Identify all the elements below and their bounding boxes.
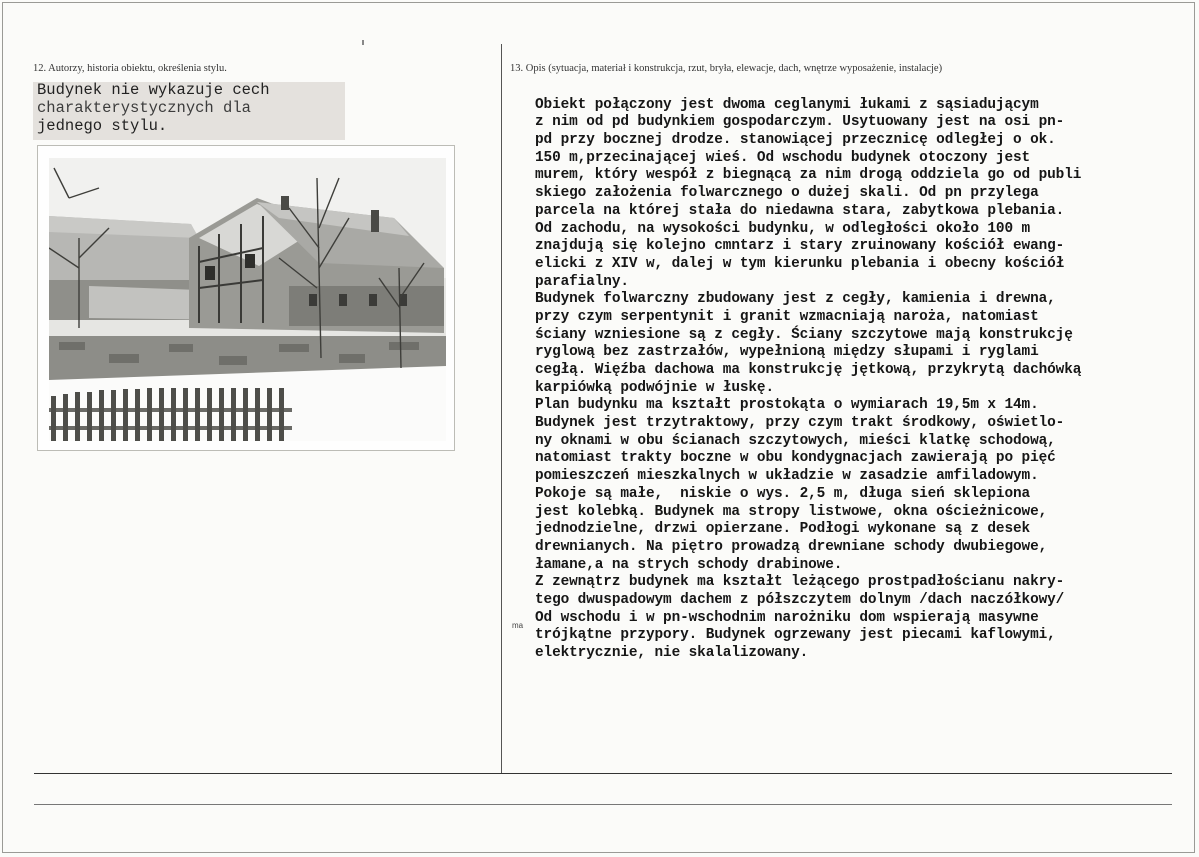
lower-rule — [34, 804, 1172, 805]
text-line: drewnianych. Na piętro prowadzą drewniane schody dwubiegowe, — [535, 538, 1048, 555]
note-line: jednego stylu. — [37, 117, 168, 135]
text-line: pd przy bocznej drodze. stanowiącej przecznicę odległej o ok. — [535, 132, 1056, 149]
text-line: 150 m,przecinającej wieś. Od wschodu budynek otoczony jest — [535, 149, 1031, 166]
text-line: Pokoje są małe, niskie o wys. 2,5 m, długa sień sklepiona — [535, 485, 1031, 502]
text-line: parcela na której stała do niedawna stara, zabytkowa plebania. — [535, 202, 1065, 219]
building-photo — [49, 158, 446, 441]
text-line: natomiast trakty boczne w obu kondygnacjach zawierają po pięć — [535, 450, 1056, 467]
text-line: elicki z XIV w, dalej w tym kierunku plebania i obecny kościół — [535, 255, 1065, 272]
pasted-style-note — [33, 82, 345, 140]
text-line: z nim od pd budynkiem gospodarczym. Usytuowany jest na osi pn- — [535, 114, 1065, 131]
text-line: jednodzielne, drzwi opierzane. Podłogi wykonane są z desek — [535, 521, 1031, 538]
text-line: pomieszczeń mieszkalnych w układzie w zasadzie amfiladowym. — [535, 468, 1039, 485]
text-line: parafialny. — [535, 273, 629, 290]
text-line: Budynek folwarczny zbudowany jest z cegły, kamienia i drewna, — [535, 291, 1056, 308]
text-line: Plan budynku ma kształt prostokąta o wymiarach 19,5m x 14m. — [535, 397, 1039, 414]
text-line: elektrycznie, nie skalalizowany. — [535, 645, 809, 662]
punch-mark — [362, 40, 364, 45]
section-12-heading: 12. Autorzy, historia obiektu, określenia stylu. — [33, 63, 227, 74]
text-line: trójkątne przypory. Budynek ogrzewany jest piecami kaflowymi, — [535, 627, 1056, 644]
text-line: znajdują się kolejno cmntarz i stary zruinowany kościół ewang- — [535, 238, 1065, 255]
text-line: ryglową bez zastrzałów, wypełnioną między słupami i ryglami — [535, 344, 1039, 361]
note-line: Budynek nie wykazuje cech — [37, 81, 270, 99]
bottom-rule — [34, 773, 1172, 774]
section-13-heading: 13. Opis (sytuacja, materiał i konstrukcja, rzut, bryła, elewacje, dach, wnętrze wyposażenie, instalacje) — [510, 63, 943, 74]
column-divider — [501, 44, 502, 774]
text-line: przy czym serpentynit i granit wzmacniają naroża, natomiast — [535, 308, 1039, 325]
text-line: Od wschodu i w pn-wschodnim narożniku dom wspierają masywne — [535, 609, 1039, 626]
text-line: Obiekt połączony jest dwoma ceglanymi łukami z sąsiadującym — [535, 96, 1039, 113]
text-line: jest kolebką. Budynek ma stropy listwowe, okna ościeżnicowe, — [535, 503, 1048, 520]
note-line: charakterystycznych dla — [37, 99, 251, 117]
text-line: murem, który wespół z biegnącą za nim drogą oddziela go od publi — [535, 167, 1082, 184]
photo-mount — [37, 145, 455, 451]
text-line: skiego założenia folwarcznego o dużej skali. Od pn przylega — [535, 185, 1039, 202]
margin-mark: ma — [512, 621, 524, 630]
description-text — [535, 79, 1081, 680]
text-line: tego dwuspadowym dachem z półszczytem dolnym /dach naczółkowy/ — [535, 591, 1065, 608]
text-line: Budynek jest trzytraktowy, przy czym trakt środkowy, oświetlo- — [535, 415, 1065, 432]
text-line: Z zewnątrz budynek ma kształt leżącego prostpadłościanu nakry- — [535, 574, 1065, 591]
text-line: ny oknami w obu ścianach szczytowych, mieści klatkę schodową, — [535, 432, 1056, 449]
text-line: cegłą. Więźba dachowa ma konstrukcję jętkową, przykrytą dachówką — [535, 362, 1082, 379]
text-line: łamane,a na strych schody drabinowe. — [535, 556, 843, 573]
text-line: karpiówką podwójnie w łuskę. — [535, 379, 775, 396]
farm-building-photo-illustration — [49, 158, 446, 441]
text-line: ściany wzniesione są z cegły. Ściany szczytowe mają konstrukcję — [535, 326, 1073, 343]
text-line: Od zachodu, na wysokości budynku, w odległości około 100 m — [535, 220, 1031, 237]
